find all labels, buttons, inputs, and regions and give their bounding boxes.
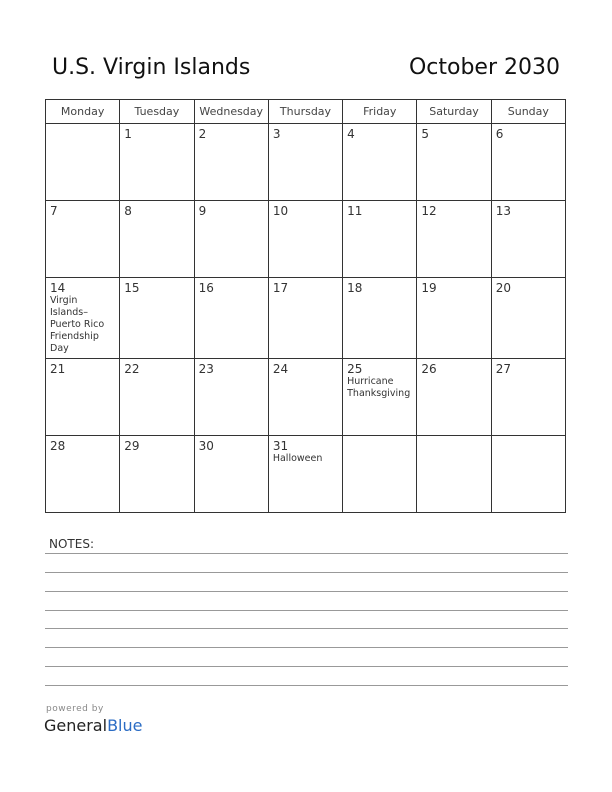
day-number: 6	[495, 127, 504, 141]
day-number: 27	[495, 362, 511, 376]
day-cell	[343, 436, 417, 513]
day-cell	[268, 201, 342, 278]
day-cell	[194, 124, 268, 201]
day-cell	[268, 278, 342, 359]
notes-line	[45, 647, 568, 648]
day-number: 29	[124, 439, 140, 453]
day-cell	[491, 124, 565, 201]
day-cell	[268, 124, 342, 201]
day-cell	[491, 201, 565, 278]
day-cell	[343, 359, 417, 436]
day-cell	[46, 278, 120, 359]
day-number: 18	[347, 281, 363, 295]
notes-line	[45, 666, 568, 667]
brand-blue: Blue	[107, 716, 143, 735]
week-row	[46, 124, 566, 201]
day-number: 16	[198, 281, 214, 295]
day-number: 17	[272, 281, 289, 295]
day-number: 5	[421, 127, 430, 141]
day-cell	[46, 124, 120, 201]
day-cell	[491, 359, 565, 436]
day-cell	[46, 359, 120, 436]
notes-line	[45, 685, 568, 686]
day-number: 8	[124, 204, 132, 218]
day-number: 10	[272, 204, 289, 218]
day-cell	[417, 201, 491, 278]
day-number: 1	[124, 127, 132, 141]
weekday-header: Friday	[343, 100, 417, 124]
day-cell	[343, 124, 417, 201]
day-number: 22	[124, 362, 140, 376]
day-cell	[417, 359, 491, 436]
generalblue-logo	[44, 716, 142, 735]
day-number: 13	[495, 204, 511, 218]
notes-line	[45, 591, 568, 592]
weekday-header: Thursday	[268, 100, 342, 124]
day-number: 9	[198, 204, 207, 218]
day-number: 26	[421, 362, 437, 376]
week-row	[46, 359, 566, 436]
day-number: 19	[421, 281, 437, 295]
day-cell	[120, 124, 194, 201]
day-cell	[343, 278, 417, 359]
day-cell	[46, 436, 120, 513]
day-number: 21	[50, 362, 66, 376]
day-cell	[491, 278, 565, 359]
notes-line	[45, 610, 568, 611]
day-number: 7	[50, 204, 58, 218]
weekday-header: Tuesday	[120, 100, 194, 124]
notes-line	[45, 553, 568, 554]
day-number: 25	[347, 362, 363, 376]
calendar-grid	[45, 99, 566, 513]
weekday-header: Monday	[46, 100, 120, 124]
day-cell	[120, 278, 194, 359]
day-number: 4	[347, 127, 355, 141]
day-number: 23	[198, 362, 214, 376]
weekday-header-row	[46, 100, 566, 124]
day-cell	[417, 278, 491, 359]
day-number: 15	[124, 281, 140, 295]
day-number: 24	[272, 362, 289, 376]
day-cell	[194, 436, 268, 513]
day-cell	[194, 201, 268, 278]
weekday-header: Sunday	[491, 100, 565, 124]
day-number: 31	[272, 439, 289, 453]
notes-line	[45, 628, 568, 629]
weekday-header: Saturday	[417, 100, 491, 124]
day-number: 28	[50, 439, 66, 453]
day-number: 2	[198, 127, 207, 141]
day-cell	[343, 201, 417, 278]
day-cell	[120, 201, 194, 278]
day-cell	[194, 278, 268, 359]
brand-general: General	[44, 716, 108, 735]
day-number: 14	[50, 281, 66, 295]
week-row	[46, 278, 566, 359]
day-number: 11	[347, 204, 363, 218]
day-cell	[194, 359, 268, 436]
holiday-label: Hurricane Thanksgiving	[347, 376, 411, 399]
day-cell	[120, 436, 194, 513]
day-cell	[268, 436, 342, 513]
day-cell	[268, 359, 342, 436]
day-cell	[120, 359, 194, 436]
calendar-month-title: October 2030	[408, 55, 560, 80]
day-cell	[491, 436, 565, 513]
day-number: 3	[272, 127, 281, 141]
holiday-label: Virgin Islands–Puerto Rico Friendship Day	[50, 295, 105, 354]
notes-line	[45, 572, 568, 573]
calendar-country-title: U.S. Virgin Islands	[52, 55, 251, 80]
day-cell	[417, 436, 491, 513]
day-cell	[46, 201, 120, 278]
weekday-header: Wednesday	[194, 100, 268, 124]
week-row	[46, 201, 566, 278]
day-cell	[417, 124, 491, 201]
week-row	[46, 436, 566, 513]
powered-by-text: powered by	[46, 704, 104, 714]
day-number: 12	[421, 204, 437, 218]
day-number: 20	[495, 281, 511, 295]
day-number: 30	[198, 439, 214, 453]
notes-label: NOTES:	[49, 537, 94, 551]
holiday-label: Halloween	[272, 453, 323, 464]
